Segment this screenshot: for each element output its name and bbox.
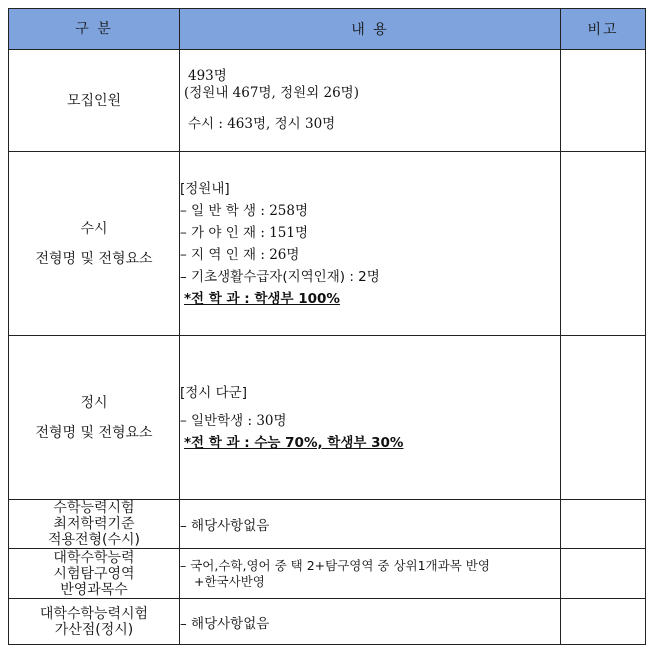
content-bonus: – 해당사항없음: [180, 599, 561, 645]
content-jeongsi: [180, 336, 561, 500]
header-category: 구 분: [9, 9, 180, 50]
table-row-susi: [9, 152, 646, 336]
category-min-standard: [9, 500, 180, 549]
table-row-bonus: [9, 599, 646, 645]
category-bonus: [9, 599, 180, 645]
jeongsi-group-label: [정시 다군]: [180, 384, 247, 401]
recruit-split: 수시 : 463명, 정시 30명: [188, 116, 336, 132]
susi-quota-label: [정원내]: [180, 180, 230, 197]
category-inquiry-1: 대학수학능력: [53, 549, 135, 566]
jeongsi-general: – 일반학생 : 30명: [180, 412, 287, 429]
admission-table: [8, 8, 646, 645]
category-recruit: 모집인원: [9, 50, 180, 152]
category-inquiry-3: 반영과목수: [60, 581, 128, 598]
category-bonus-2: 가산점(정시): [54, 621, 134, 638]
header-content: 내 용: [180, 9, 561, 50]
content-recruit: [180, 50, 561, 152]
category-susi: [9, 152, 180, 336]
remarks-susi: [561, 152, 646, 336]
table-header-row: [9, 9, 646, 50]
recruit-total: 493명: [188, 68, 227, 84]
jeongsi-all-majors: *전 학 과 : 수능 70%, 학생부 30%: [184, 434, 404, 451]
table-row-min-standard: [9, 500, 646, 549]
content-min-standard: – 해당사항없음: [180, 500, 561, 549]
category-susi-title: 수시: [80, 220, 108, 237]
category-jeongsi-title: 정시: [80, 394, 108, 411]
inquiry-line-1: – 국어,수학,영어 중 택 2+탐구영역 중 상위1개과목 반영: [180, 557, 490, 573]
remarks-inquiry: [561, 549, 646, 599]
susi-regional: – 지 역 인 재 : 26명: [180, 246, 300, 263]
susi-gaya: – 가 야 인 재 : 151명: [180, 224, 309, 241]
content-susi: [180, 152, 561, 336]
category-susi-sub: 전형명 및 전형요소: [35, 250, 153, 267]
category-inquiry-2: 시험탐구영역: [53, 565, 135, 582]
table-row-inquiry: [9, 549, 646, 599]
susi-all-majors: *전 학 과 : 학생부 100%: [184, 290, 340, 307]
category-jeongsi: [9, 336, 180, 500]
category-jeongsi-sub: 전형명 및 전형요소: [35, 424, 153, 441]
susi-general: – 일 반 학 생 : 258명: [180, 202, 309, 219]
category-inquiry: [9, 549, 180, 599]
susi-basic-livelihood: – 기초생활수급자(지역인재) : 2명: [180, 268, 380, 285]
category-min-standard-2: 최저학력기준: [53, 516, 135, 532]
category-min-standard-3: 적용전형(수시): [47, 532, 141, 548]
remarks-bonus: [561, 599, 646, 645]
header-remarks: 비고: [561, 9, 646, 50]
recruit-breakdown: (정원내 467명, 정원외 26명): [184, 85, 359, 101]
content-inquiry: [180, 549, 561, 599]
remarks-min-standard: [561, 500, 646, 549]
category-bonus-1: 대학수학능력시험: [39, 605, 149, 622]
remarks-recruit: [561, 50, 646, 152]
table-row-recruit: [9, 50, 646, 152]
category-min-standard-1: 수학능력시험: [53, 500, 135, 516]
remarks-jeongsi: [561, 336, 646, 500]
inquiry-line-2: +한국사반영: [194, 573, 265, 589]
table-row-jeongsi: [9, 336, 646, 500]
